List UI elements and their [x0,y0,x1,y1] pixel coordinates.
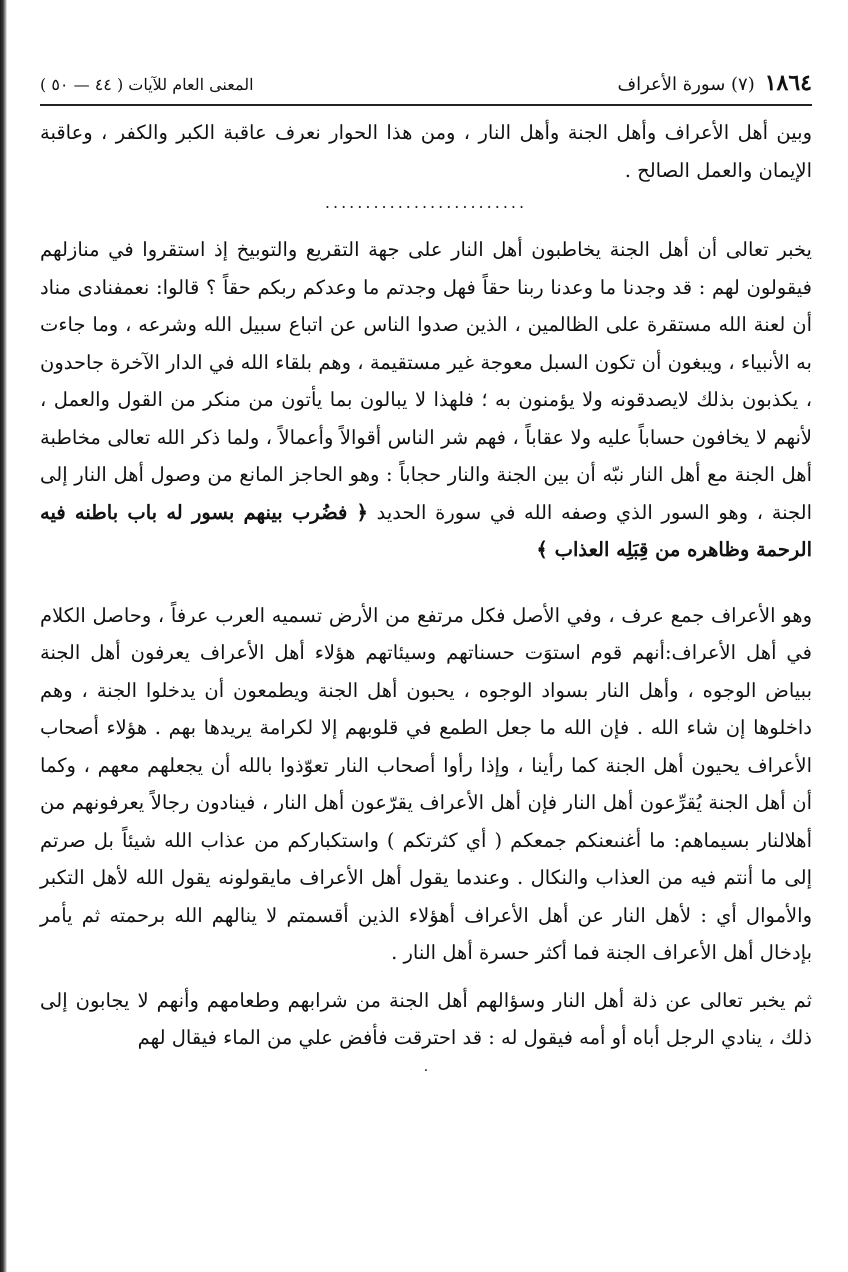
surah-name: (٧) سورة الأعراف [617,74,755,95]
page-end-mark: · [423,1062,429,1079]
book-page [40,70,812,1079]
header-right [617,70,812,96]
section-title: المعنى العام للآيات ( ٤٤ — ٥٠ ) [40,75,254,94]
dotted-separator: ......................... [324,193,528,212]
book-spine-edge [0,0,7,1272]
page-number: ١٨٦٤ [764,70,812,96]
paragraph-2-text: يخبر تعالى أن أهل الجنة يخاطبون أهل النار على جهة التقريع والتوبيخ إذ استقروا في منازلهم فيقولون لهم : قد وجدنا ما وعدنا ربنا حقاً فهل وجدتم ما وعدكم ربكم حقاً ؟ قالوا: نعمفنادى مناد أن لعنة الله مستقرة على الظالمين ، الذين صدوا الناس عن اتباع سبيل الله وشرعه ، وما جاءت به الأنبياء ، ويبغون أن تكون السبل معوجة غير مستقيمة ، وهم بلقاء الله في الدار الآخرة جاحدون ، يكذبون بذلك لايصدقونه ولا يؤمنون به ؛ فلهذا لا يبالون بما يأتون من منكر من القول والعمل ، لأنهم لا يخافون حساباً عليه ولا عقاباً ، فهم شر الناس أقوالاً وأعمالاً ، ولما ذكر الله تعالى مخاطبة أهل الجنة مع أهل النار نبّه أن بين الجنة والنار حجاباً : وهو الحاجز المانع من وصول أهل النار إلى الجنة ، وهو السور الذي وصفه الله في سورة الحديد [40,238,812,524]
quran-verse: ﴿ فضُرب بينهم بسور له باب باطنه فيه الرحمة وظاهره من قِبَلِه العذاب ﴾ [40,500,812,561]
paragraph-4: ثم يخبر تعالى عن ذلة أهل النار وسؤالهم أهل الجنة من شرابهم وطعامهم وأنهم لا يجابون إلى ذلك ، ينادي الرجل أباه أو أمه فيقول له : قد احترقت فأفض علي من الماء فيقال لهم [40,988,812,1049]
page-header [40,70,812,106]
paragraph-1: وبين أهل الأعراف وأهل الجنة وأهل النار ، ومن هذا الحوار نعرف عاقبة الكبر والكفر ، وعاقبة الإيمان والعمل الصالح . [40,121,812,182]
paragraph-3: وهو الأعراف جمع عرف ، وفي الأصل فكل مرتفع من الأرض تسميه العرب عرفاً ، وحاصل الكلام في أهل الأعراف:أنهم قوم استوَت حسناتهم وسيئاتهم هؤلاء أهل الأعراف يعرفون أهل الجنة ببياض الوجوه ، وأهل النار بسواد الوجوه ، يحبون أهل الجنة ويطمعون أن يدخلوا الجنة ، وهم داخلوها إن شاء الله . فإن الله ما جعل الطمع في قلوبهم إلا لكرامة يريدها بهم . هؤلاء أصحاب الأعراف يحيون أهل الجنة كما رأينا ، وإذا رأوا أصحاب النار تعوّذوا بالله أن يجعلهم معهم ، وكما أن أهل الجنة يُقرِّعون أهل النار فإن أهل الأعراف يقرّعون أهل النار ، فينادون رجالاً يعرفونهم من أهلالنار بسيماهم: ما أغنىعنكم جمعكم ( أي كثرتكم ) واستكباركم من عذاب الله شيئاً بل صرتم إلى ما أنتم فيه من العذاب والنكال . وعندما يقول أهل الأعراف مايقولونه يقول الله لأهل التكبر والأموال أي : لأهل النار عن أهل الأعراف أهؤلاء الذين أقسمتم لا ينالهم الله برحمته ثم يأمر بإدخال أهل الأعراف الجنة فما أكثر حسرة أهل النار . [40,603,812,964]
paragraph-2 [40,231,812,569]
